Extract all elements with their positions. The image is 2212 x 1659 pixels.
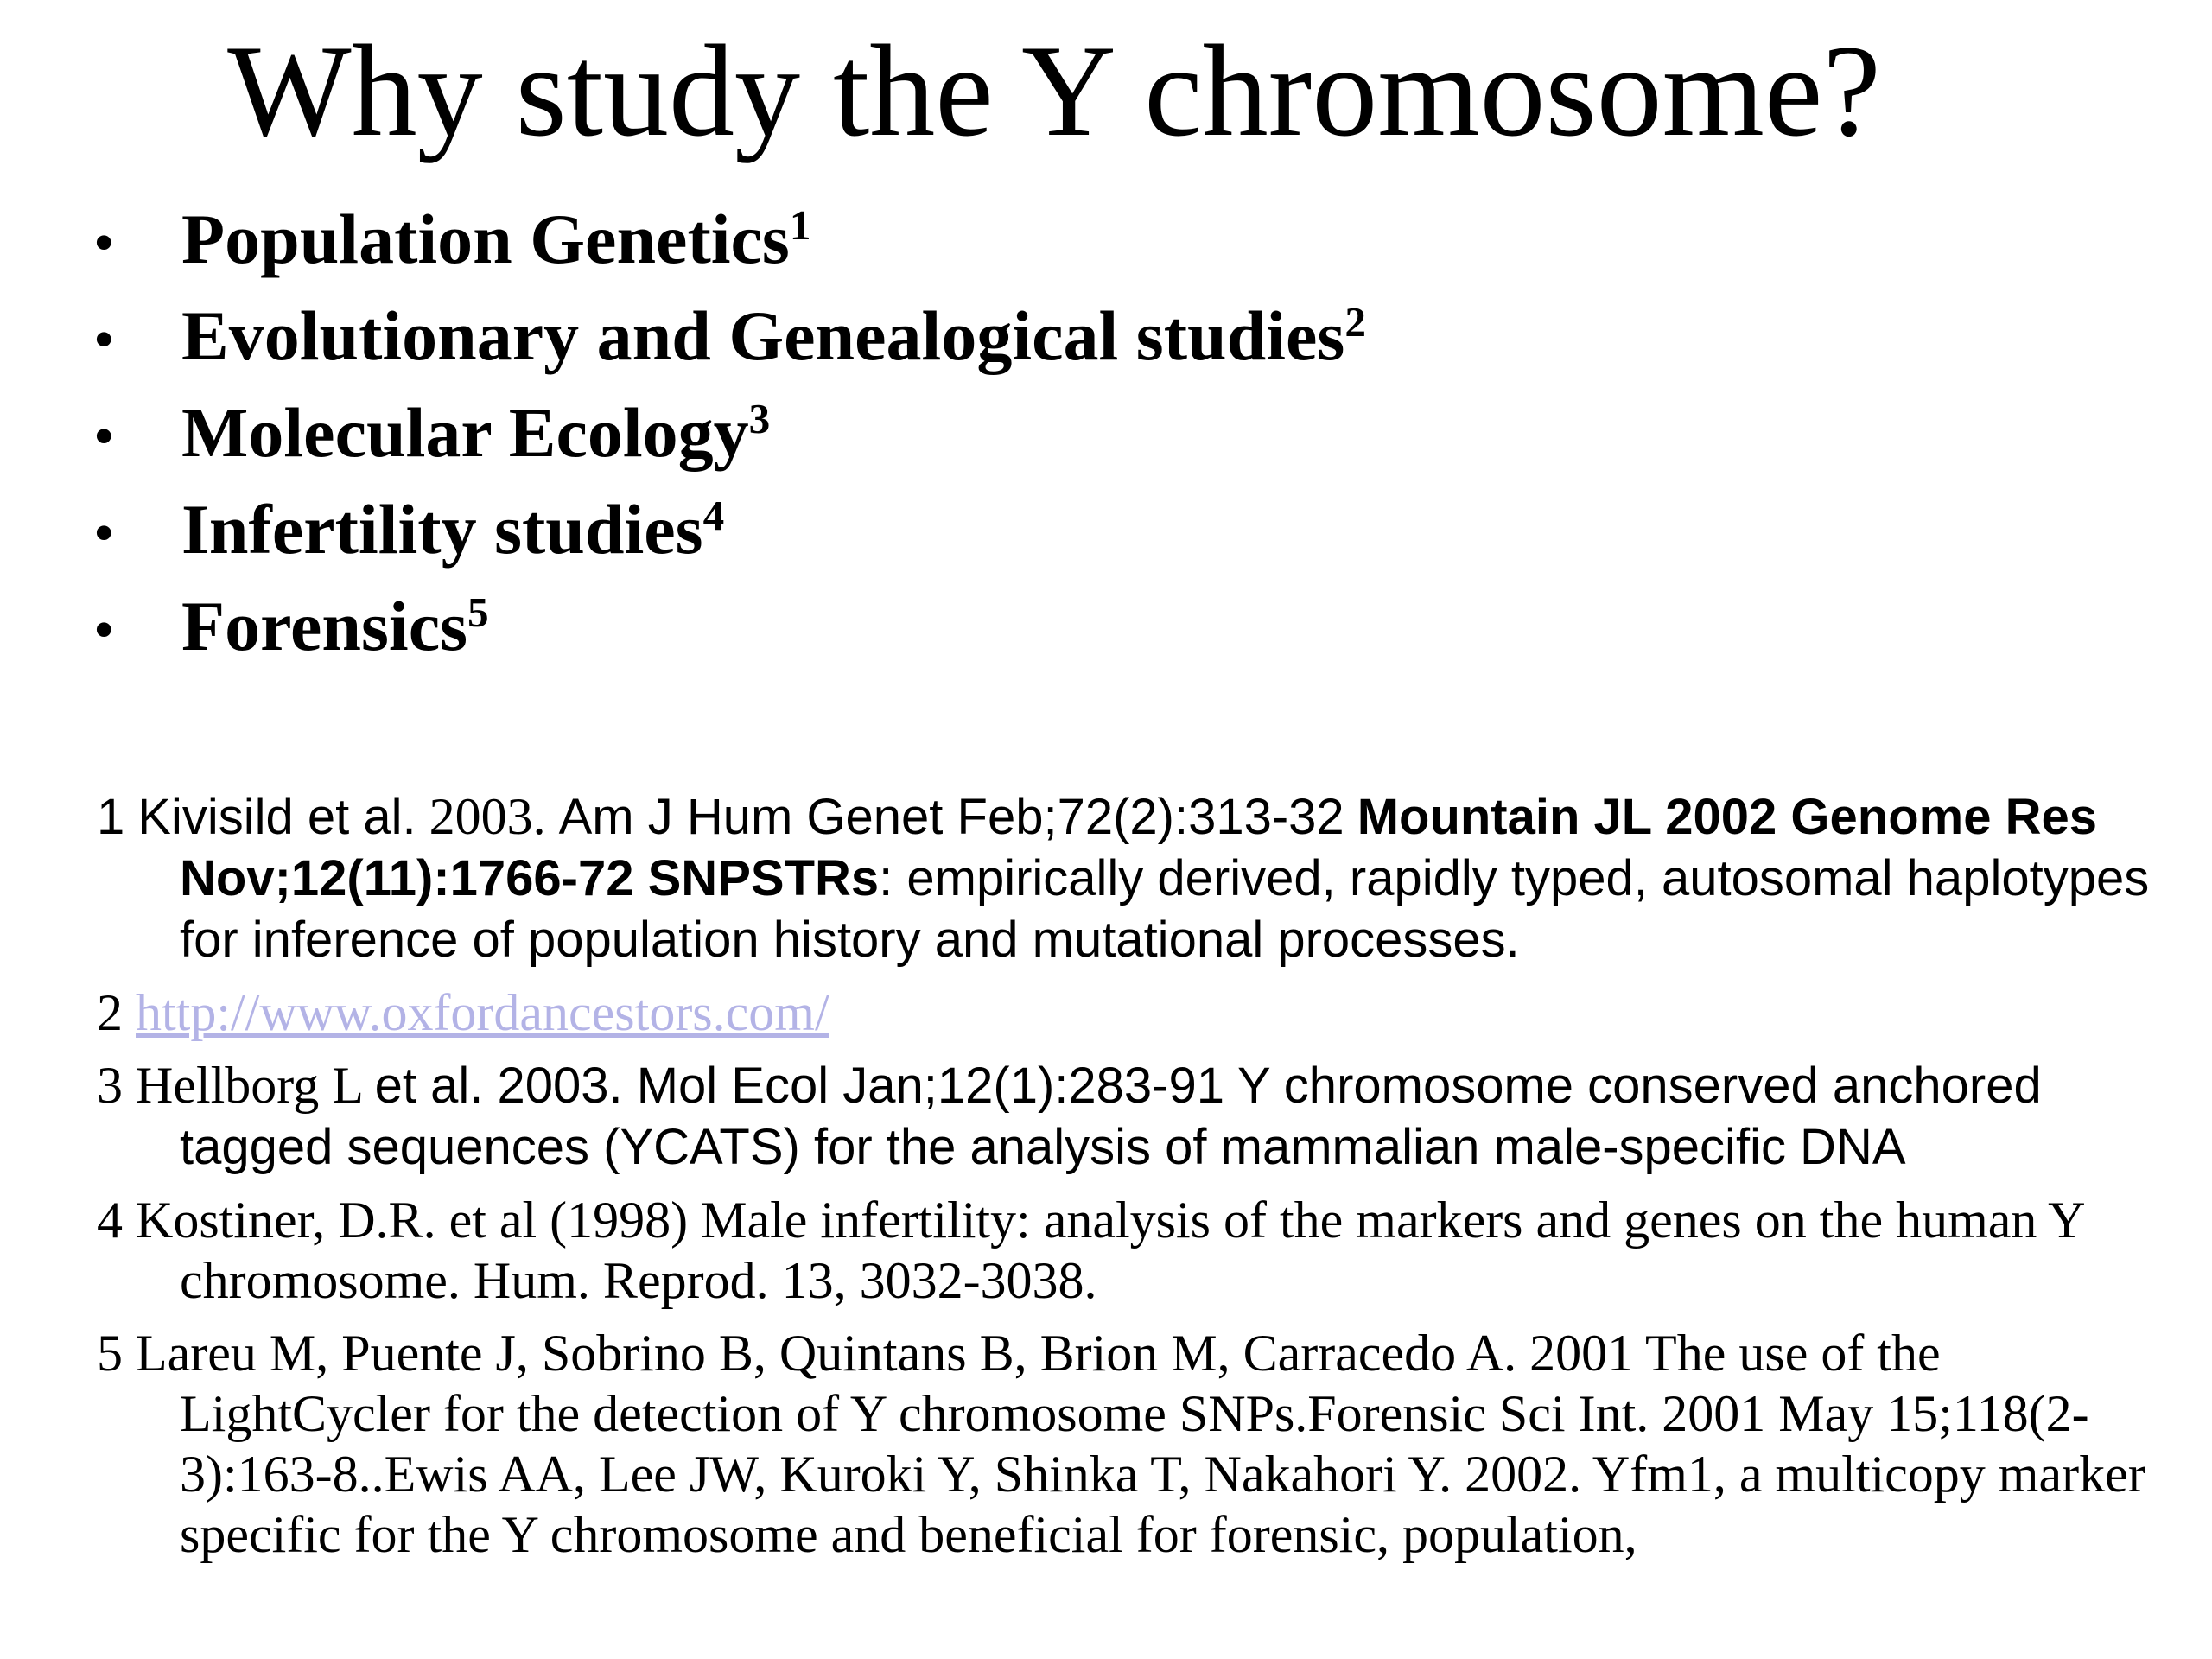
reference-journal: Am J Hum Genet Feb;72(2):313-32 <box>558 789 1344 845</box>
references-section <box>97 786 2188 1577</box>
bullet-icon: • <box>93 307 115 373</box>
bullet-item <box>93 489 1366 586</box>
bullet-list <box>93 199 1366 683</box>
bullet-item <box>93 199 1366 296</box>
bullet-icon: • <box>93 597 115 664</box>
bullet-icon: • <box>93 404 115 470</box>
reference-text: et al. 2003. Mol Ecol Jan;12(1):283-91 Y chromosome conserved anchored tagged sequences (YCATS) for the analysis of mammalian male-specific DNA <box>180 1058 2042 1175</box>
reference-number: 4 <box>97 1192 123 1249</box>
reference-1 <box>97 786 2188 970</box>
reference-authors: Kivisild et al. <box>137 789 416 845</box>
bullet-item <box>93 586 1366 683</box>
bullet-text: Molecular Ecology$^3$ <box>181 393 771 472</box>
reference-number: 3 <box>97 1057 123 1114</box>
reference-number: 2 <box>97 984 123 1041</box>
reference-2 <box>97 982 2188 1043</box>
bullet-item <box>93 296 1366 392</box>
bullet-text: Infertility studies$^4$ <box>181 490 725 569</box>
reference-bold-citation: Mountain JL 2002 Genome Res Nov;12(11):1766-72 SNPSTRs <box>180 789 2097 906</box>
footnote-marker: 4 <box>702 491 725 539</box>
oxford-ancestors-link[interactable]: http://www.oxfordancestors.com/ <box>136 984 830 1041</box>
footnote-marker: 2 <box>1344 297 1366 346</box>
reference-text: Kostiner, D.R. et al (1998) Male infertility: analysis of the markers and genes on the human Y chromosome. Hum. Reprod. 13, 3032-3038. <box>136 1192 2084 1309</box>
slide-title: Why study the Y chromosome? <box>227 18 1881 163</box>
footnote-marker: 3 <box>748 394 771 442</box>
bullet-text: Population Genetics$^1$ <box>181 200 811 278</box>
reference-number: 5 <box>97 1325 123 1382</box>
reference-number: 1 <box>97 789 125 845</box>
reference-5 <box>97 1323 2188 1565</box>
reference-authors: Hellborg L <box>136 1057 362 1114</box>
bullet-text: Forensics$^5$ <box>181 587 489 665</box>
reference-text: Lareu M, Puente J, Sobrino B, Quintans B, Brion M, Carracedo A. 2001 The use of the LightCycler for the detection of Y chromosome SNPs.Forensic Sci Int. 2001 May 15;118(2-3):163-8..Ewis AA, Lee JW, Kuroki Y, Shinka T, Nakahori Y. 2002. Yfm1, a multicopy marker specific for the Y chromosome and beneficial for forensic, population, <box>136 1325 2145 1563</box>
bullet-item <box>93 392 1366 489</box>
bullet-icon: • <box>93 500 115 567</box>
reference-year: 2003. <box>429 788 546 845</box>
bullet-icon: • <box>93 210 115 276</box>
reference-description: : empirically derived, rapidly typed, autosomal haplotypes for inference of population history and mutational processes. <box>180 850 2150 968</box>
footnote-marker: 1 <box>789 200 811 249</box>
bullet-text: Evolutionary and Genealogical studies$^2$ <box>181 296 1366 375</box>
reference-4 <box>97 1190 2188 1311</box>
reference-3 <box>97 1055 2188 1178</box>
footnote-marker: 5 <box>467 588 489 636</box>
